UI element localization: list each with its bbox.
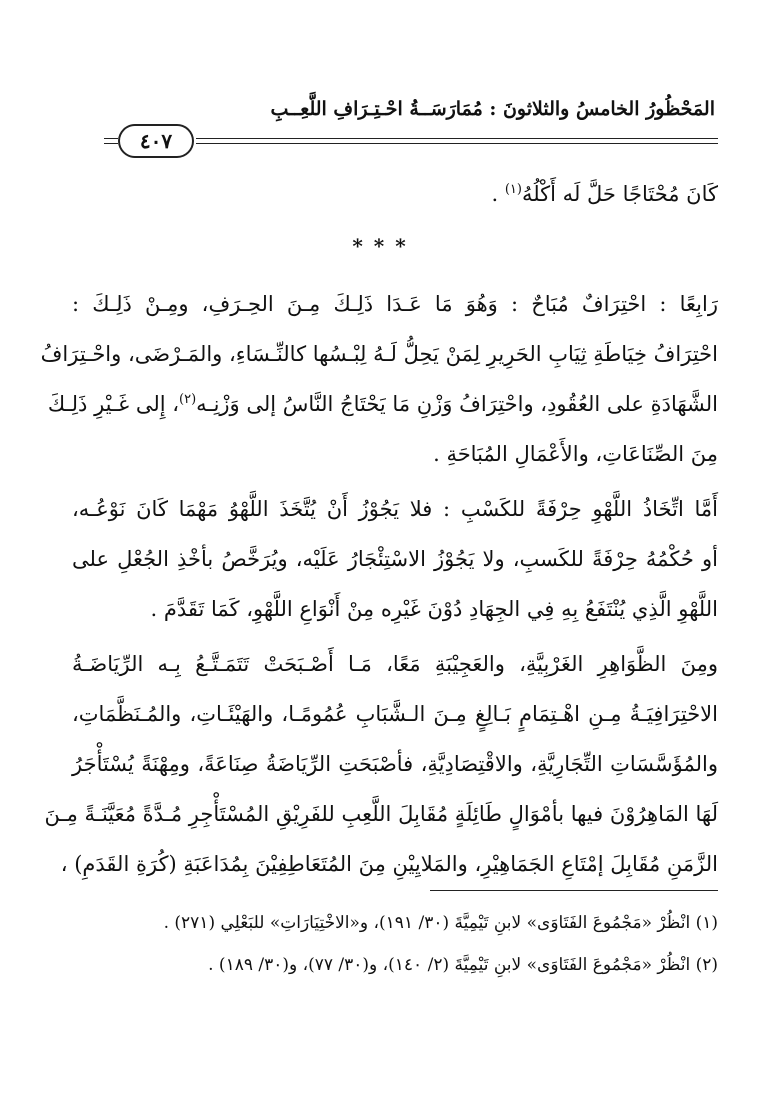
body-line: احْتِرَافُ خِيَاطَةِ ثِيَابِ الحَرِيرِ لِمَنْ يَحِلُّ لَـهُ لِبْـسُها كالنِّـسَاءِ، والمَـرْضَى، واحْـتِرَافُ [40, 342, 718, 366]
body-text: الشَّهَادَةِ على العُقُودِ، واحْتِرَافُ وَزْنِ مَا يَحْتَاجُ النَّاسُ إلى وَزْنِـه [196, 392, 718, 416]
footnote-2: (٢) انْظُرْ «مَجْمُوعَ الفَتَاوَى» لابنِ تَيْمِيَّةَ (٢/ ١٤٠)، و(٣٠/ ٧٧)، و(٣٠/ ١٨٩) . [208, 955, 718, 975]
body-line: أو حُكْمُهُ حِرْفَةً للكَسبِ، ولا يَجُوْزُ الاسْتِئْجَارُ عَلَيْه، ويُرَخَّصُ بأخْذِ الجُعْلِ على [72, 547, 718, 571]
header-rule [196, 138, 718, 144]
page-number: ٤٠٧ [118, 124, 194, 158]
body-line [47, 392, 718, 416]
body-text: كَانَ مُحْتَاجًا حَلَّ لَه أَكْلُهُ [521, 182, 718, 206]
body-line: أَمَّا اتِّخَاذُ اللَّهْوِ حِرْفَةً للكَسْبِ : فلا يَجُوْزُ أَنْ يُتَّخَذَ اللَّهْوُ مَهْمَا كَانَ نَوْعُـه، [72, 497, 718, 521]
body-line: لَهَا المَاهِرُوْنَ فيها بأمْوَالٍ طَائِلَةٍ مُقَابِلَ اللَّعِبِ للفَرِيْقِ المُسْتَأْجِرِ مُـدَّةً مُعَيَّنَـةً مِـنَ [44, 802, 718, 826]
body-line: ومِنَ الظَّوَاهِرِ الغَرْبِيَّةِ، والعَجِيْبَةِ مَعًا، مَـا أَصْـبَحَتْ تَتَمَـتَّـعُ بِـه الرِّيَاضَـةُ [72, 652, 718, 676]
body-line: اللَّهْوِ الَّذِي يُنْتَفَعُ بِهِ فِي الجِهَادِ دُوْنَ غَيْرِه مِنْ أَنْوَاعِ اللَّهْوِ، كَمَا تَقَدَّمَ . [150, 597, 718, 621]
body-line: والمُؤَسَّسَاتِ التِّجَارِيَّةِ، والاقْتِصَادِيَّةِ، فأصْبَحَتِ الرِّيَاضَةُ صِنَاعَةً، ومِهْنَةً يُسْتَأْجَرُ [72, 752, 718, 776]
running-header: المَحْظُورُ الخامسُ والثلاثونَ : مُمَارَسَــةُ احْـتِـرَافِ اللَّعِــبِ [270, 98, 715, 120]
footnote-1: (١) انْظُرْ «مَجْمُوعَ الفَتَاوَى» لابنِ تَيْمِيَّةَ (٣٠/ ١٩١)، و«الاخْتِيَارَاتِ» للبَعْلِي (٢٧١) . [163, 913, 718, 933]
footnote-rule [430, 890, 718, 891]
body-line: مِنَ الصِّنَاعَاتِ، والأَعْمَالِ المُبَاحَةِ . [433, 442, 718, 466]
body-line: رَابِعًا : احْتِرَافٌ مُبَاحٌ : وَهُوَ مَا عَـدَا ذَلِـكَ مِـنَ الحِـرَفِ، ومِـنْ ذَلِـكَ : [72, 292, 718, 316]
section-separator: * * * [352, 234, 408, 258]
footnote-ref: (١) [504, 182, 522, 197]
header-rule-left [104, 138, 118, 144]
body-line: الاحْتِرَافِيَـةُ مِـنِ اهْـتِمَامٍ بَـالِغٍ مِـنَ الـشَّبَابِ عُمُومًـا، والهَيْئَـاتِ، والمُـنَظَّمَاتِ، [72, 702, 718, 726]
body-line [72, 182, 718, 206]
body-text: . [491, 182, 505, 206]
footnote-ref: (٢) [179, 392, 197, 407]
body-text: ، إِلى غَـيْرِ ذَلِـكَ [47, 392, 180, 416]
body-line: الزَّمَنِ مُقَابِلَ إمْتَاعِ الجَمَاهِيْرِ، والمَلايِيْنِ مِنَ المُتَعَاطِفِيْنَ بِمُدَاعَبَةِ (كُرَةِ القَدَمِ) ، [60, 852, 718, 876]
